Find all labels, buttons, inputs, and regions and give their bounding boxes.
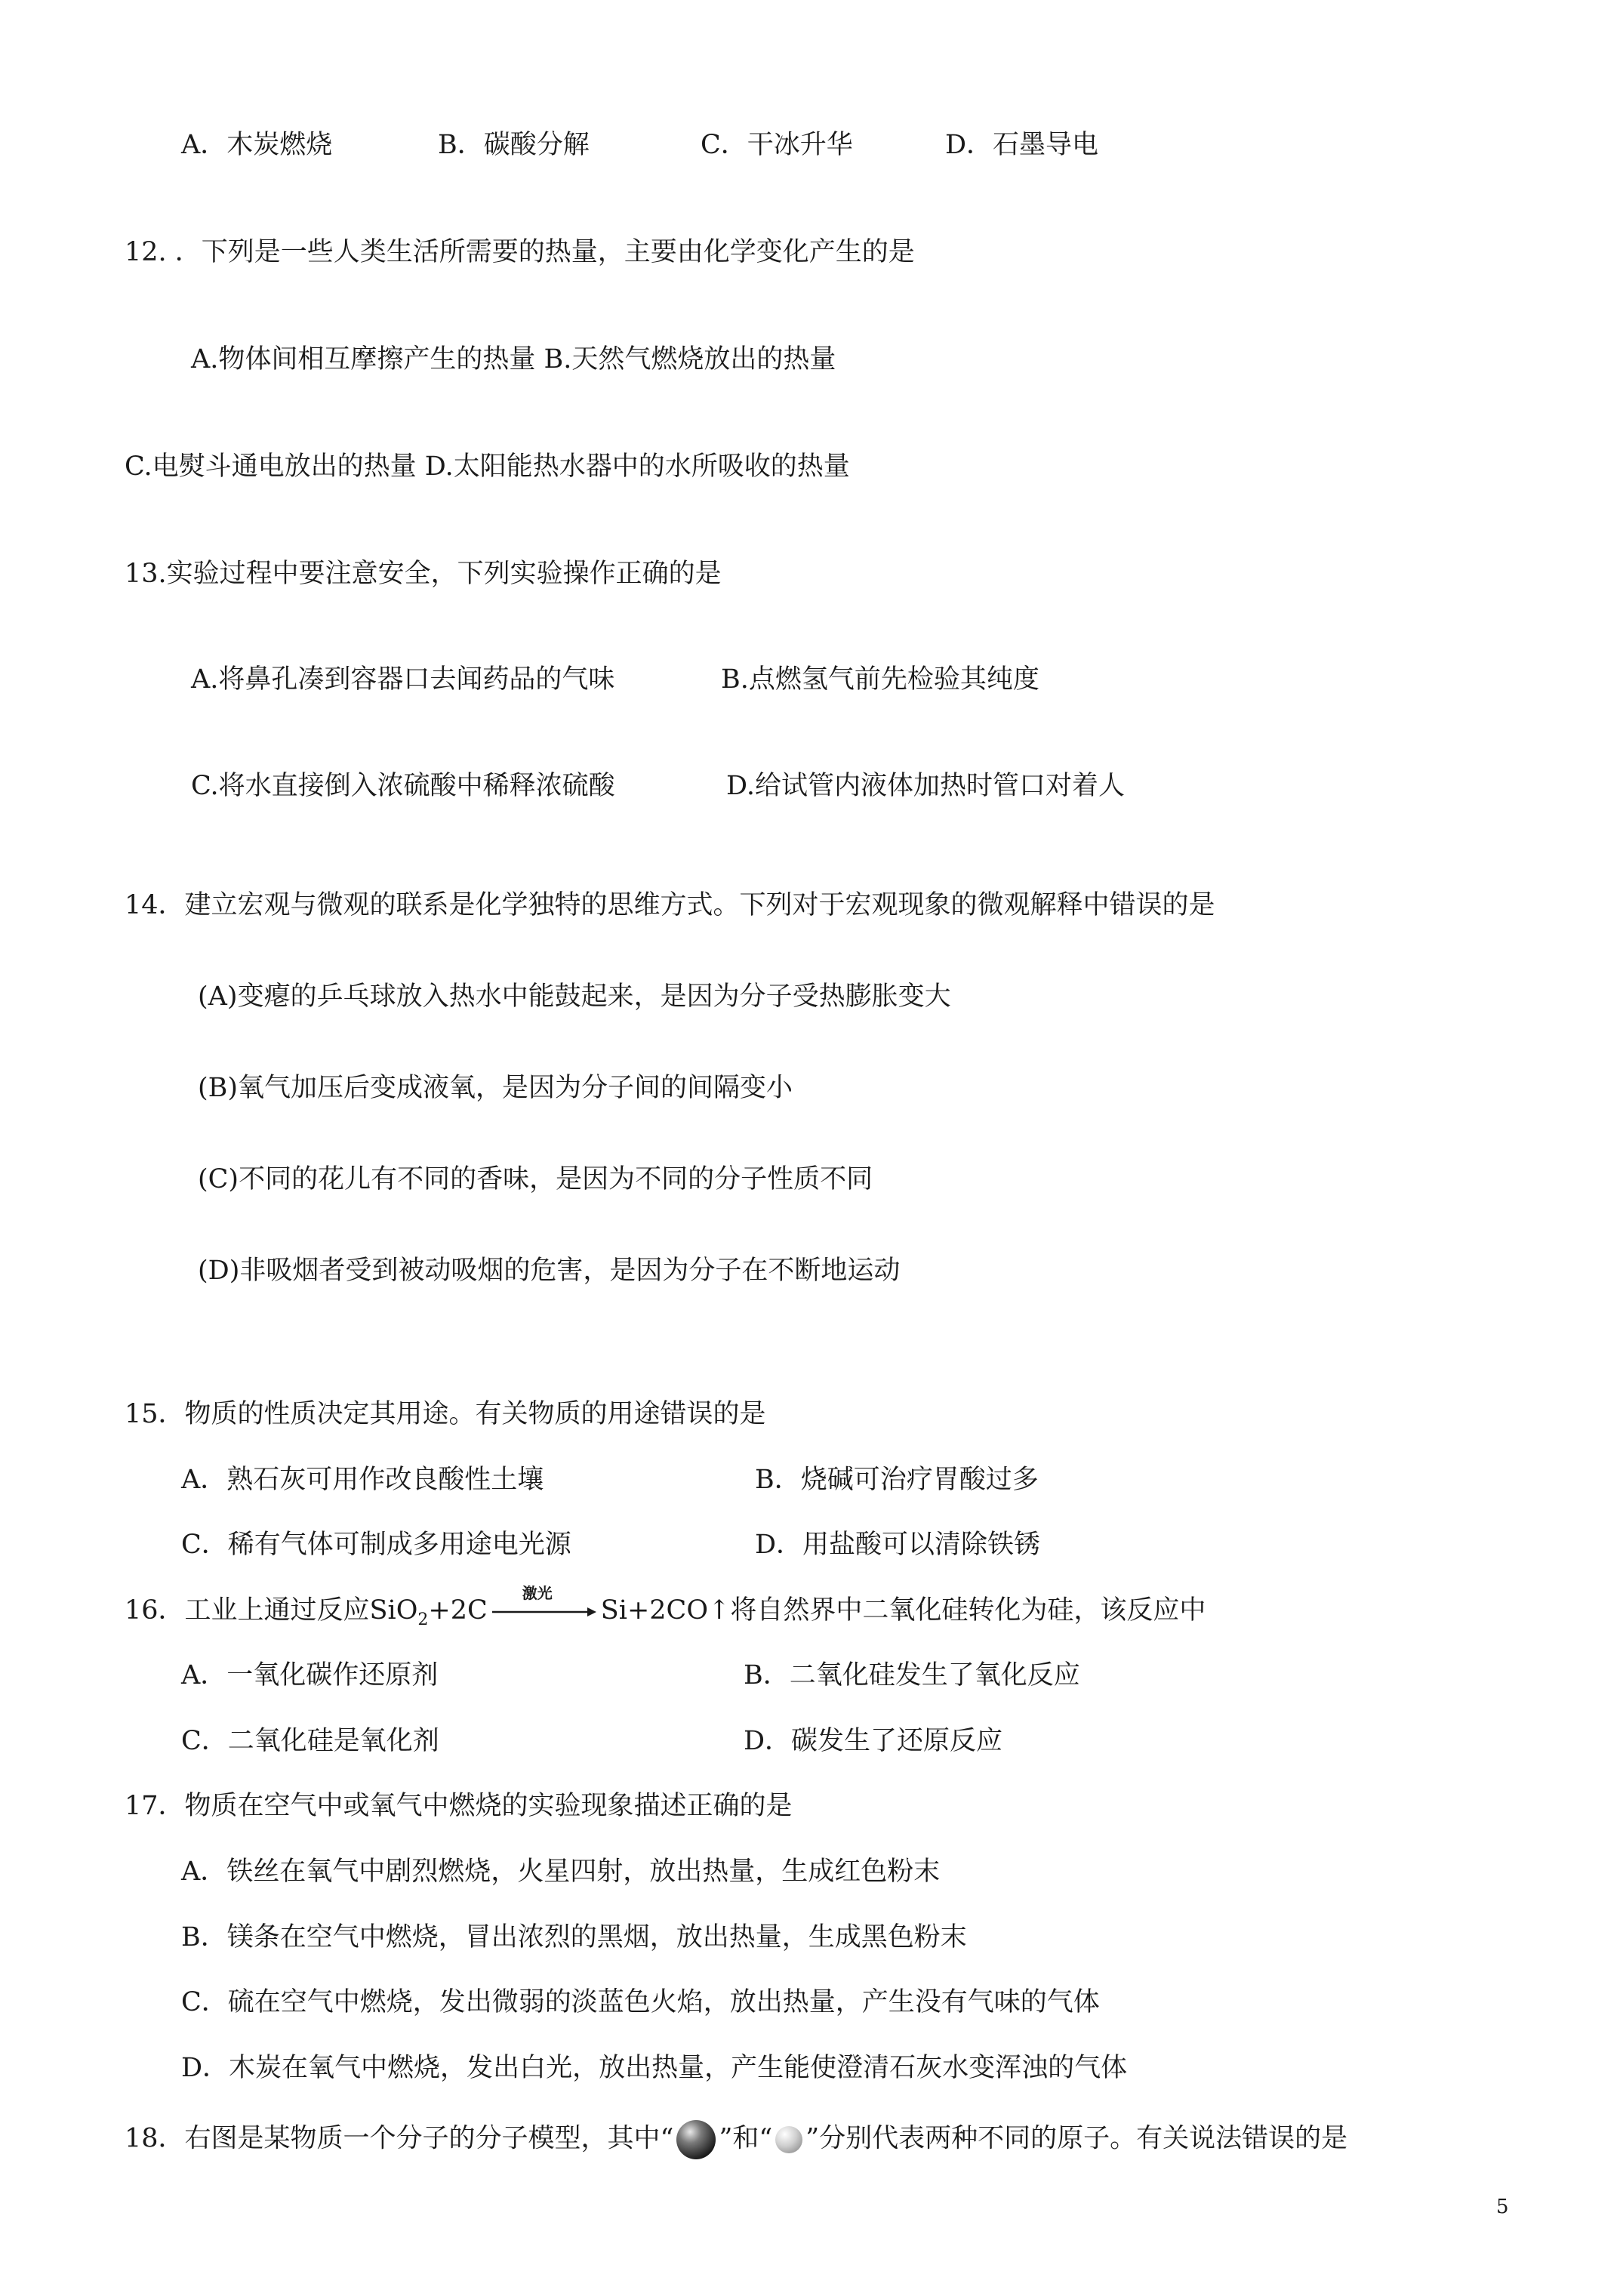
q17-stem: 17．物质在空气中或氧气中燃烧的实验现象描述正确的是 — [125, 1791, 793, 1821]
page-number: 5 — [1496, 2196, 1509, 2218]
q11-option-b: B．碳酸分解 — [438, 130, 590, 160]
q12-options-ab: A.物体间相互摩擦产生的热量 B.天然气燃烧放出的热量 — [191, 344, 836, 374]
q13-option-b: B.点燃氢气前先检验其纯度 — [721, 664, 1039, 695]
q16-products: Si+2CO↑ — [600, 1595, 731, 1626]
reaction-arrow — [492, 1583, 596, 1623]
q17-option-a: A．铁丝在氧气中剧烈燃烧，火星四射，放出热量，生成红色粉末 — [181, 1857, 941, 1887]
q15-option-b: B．烧碱可治疗胃酸过多 — [755, 1465, 1039, 1495]
q13-stem: 13.实验过程中要注意安全，下列实验操作正确的是 — [125, 559, 722, 589]
q18-stem-mid: ”和“ — [719, 2123, 773, 2154]
q15-option-c: C．稀有气体可制成多用途电光源 — [181, 1530, 571, 1560]
q16-stem — [125, 1583, 1206, 1629]
q13-option-d: D.给试管内液体加热时管口对着人 — [726, 771, 1125, 801]
q15-option-a: A．熟石灰可用作改良酸性土壤 — [181, 1465, 544, 1495]
q14-stem: 14．建立宏观与微观的联系是化学独特的思维方式。下列对于宏观现象的微观解释中错误的是 — [125, 890, 1215, 920]
q11-option-c: C．干冰升华 — [701, 130, 853, 160]
arrow-right-icon — [492, 1607, 596, 1617]
q13-option-a: A.将鼻孔凑到容器口去闻药品的气味 — [191, 664, 615, 695]
q18-stem-prefix: 18．右图是某物质一个分子的分子模型，其中“ — [125, 2123, 674, 2154]
q14-option-c: (C)不同的花儿有不同的香味，是因为不同的分子性质不同 — [198, 1164, 873, 1194]
q17-option-c: C．硫在空气中燃烧，发出微弱的淡蓝色火焰，放出热量，产生没有气味的气体 — [181, 1987, 1100, 2017]
q16-option-b: B．二氧化硅发生了氧化反应 — [744, 1660, 1080, 1690]
q16-reactant-sio2: SiO$_2$ — [369, 1595, 429, 1629]
q18-stem-suffix: ”分别代表两种不同的原子。有关说法错误的是 — [805, 2123, 1348, 2154]
q16-option-d: D．碳发生了还原反应 — [744, 1726, 1003, 1756]
q12-options-cd: C.电熨斗通电放出的热量 D.太阳能热水器中的水所吸收的热量 — [125, 451, 850, 482]
q14-option-a: (A)变瘪的乒乓球放入热水中能鼓起来，是因为分子受热膨胀变大 — [198, 982, 951, 1012]
dark-atom-icon — [676, 2120, 716, 2159]
q16-reactant-carbon: +2C — [428, 1595, 488, 1626]
q12-stem: 12. ．下列是一些人类生活所需要的热量，主要由化学变化产生的是 — [125, 237, 915, 267]
q15-stem: 15．物质的性质决定其用途。有关物质的用途错误的是 — [125, 1399, 766, 1429]
q18-stem — [125, 2120, 1347, 2159]
q16-option-c: C．二氧化硅是氧化剂 — [181, 1726, 439, 1756]
q11-option-a: A．木炭燃烧 — [181, 130, 333, 160]
q17-option-d: D．木炭在氧气中燃烧，发出白光，放出热量，产生能使澄清石灰水变浑浊的气体 — [181, 2053, 1128, 2083]
q14-option-b: (B)氧气加压后变成液氧，是因为分子间的间隔变小 — [198, 1073, 793, 1103]
light-atom-icon — [775, 2126, 802, 2153]
q15-option-d: D．用盐酸可以清除铁锈 — [755, 1530, 1041, 1560]
q14-option-d: (D)非吸烟者受到被动吸烟的危害，是因为分子在不断地运动 — [198, 1256, 901, 1286]
reaction-condition: 激光 — [522, 1583, 553, 1602]
q13-option-c: C.将水直接倒入浓硫酸中稀释浓硫酸 — [191, 771, 615, 801]
q16-stem-prefix: 16．工业上通过反应 — [125, 1595, 370, 1626]
q16-option-a: A．一氧化碳作还原剂 — [181, 1660, 439, 1690]
q11-option-d: D．石墨导电 — [945, 130, 1099, 160]
q16-stem-suffix: 将自然界中二氧化硅转化为硅，该反应中 — [730, 1595, 1206, 1626]
q17-option-b: B．镁条在空气中燃烧，冒出浓烈的黑烟，放出热量，生成黑色粉末 — [181, 1922, 967, 1952]
